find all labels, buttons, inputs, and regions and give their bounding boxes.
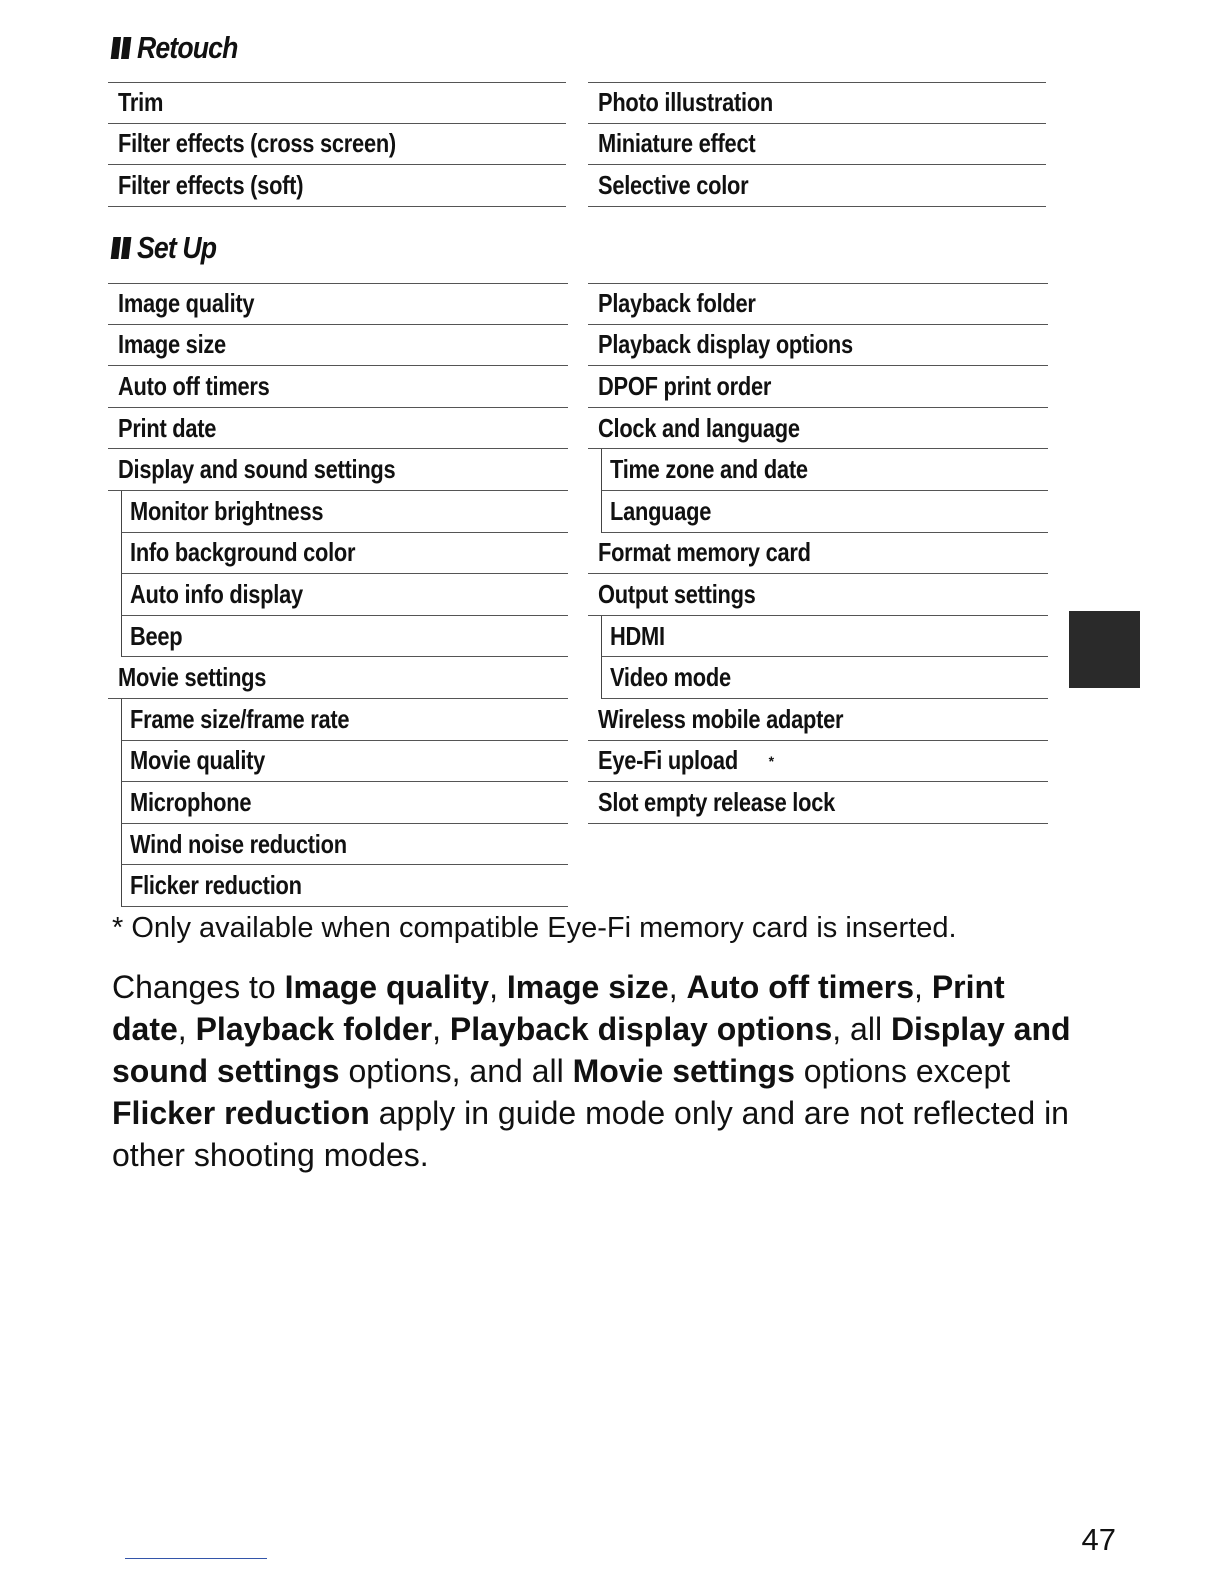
menu-row (108, 449, 568, 491)
emphasized-term: Image quality (284, 969, 490, 1005)
menu-row (108, 165, 566, 207)
menu-item-label: Photo illustration (598, 87, 774, 118)
emphasized-term: Playback display options (449, 1011, 833, 1047)
emphasized-term: Image size (506, 969, 669, 1005)
menu-row (121, 616, 568, 658)
section-title-retouch (112, 30, 238, 66)
menu-row (121, 491, 568, 533)
emphasized-term: Flicker reduction (112, 1095, 370, 1131)
menu-row (108, 325, 568, 367)
menu-item-label: Print date (118, 412, 217, 443)
menu-item-label: Info background color (130, 537, 356, 568)
menu-item-label: Playback display options (598, 329, 853, 360)
emphasized-term: Playback folder (195, 1011, 433, 1047)
menu-item-label: Beep (130, 620, 183, 651)
paragraph-text: , (668, 969, 687, 1005)
menu-row (121, 533, 568, 575)
menu-row (108, 657, 568, 699)
menu-row (121, 741, 568, 783)
paragraph-text: options, and all (339, 1053, 573, 1089)
menu-item-label: Wind noise reduction (130, 828, 347, 859)
menu-row (121, 782, 568, 824)
menu-item-label: Frame size/frame rate (130, 703, 350, 734)
menu-row (108, 124, 566, 166)
menu-item-label: Microphone (130, 786, 252, 817)
section-marker-icon (112, 237, 130, 259)
menu-item-label: Movie quality (130, 745, 266, 776)
menu-item-label: Image quality (118, 288, 255, 319)
menu-item-label: Movie settings (118, 662, 267, 693)
section-title-retouch-text: Retouch (136, 30, 238, 65)
emphasized-term: Auto off timers (686, 969, 915, 1005)
menu-item-label: Language (610, 495, 712, 526)
menu-item-label: Clock and language (598, 412, 800, 443)
emphasized-term: Movie settings (572, 1053, 795, 1089)
menu-item-label: Display and sound settings (118, 454, 396, 485)
menu-item-label: Filter effects (cross screen) (118, 128, 396, 159)
menu-item-label: Video mode (610, 662, 731, 693)
menu-row (108, 366, 568, 408)
menu-item-label: Auto off timers (118, 370, 270, 401)
body-paragraph (112, 966, 1072, 1176)
menu-row (121, 574, 568, 616)
menu-row (601, 491, 1048, 533)
paragraph-text: , (177, 1011, 196, 1047)
page-number: 47 (1081, 1522, 1116, 1557)
setup-right-column (588, 283, 1048, 824)
menu-row (588, 165, 1046, 207)
menu-item-label: Filter effects (soft) (118, 169, 304, 200)
menu-item-label: Image size (118, 329, 226, 360)
menu-row (601, 657, 1048, 699)
menu-row (588, 699, 1048, 741)
menu-row (588, 82, 1046, 124)
menu-row (588, 366, 1048, 408)
menu-row (588, 741, 1048, 783)
menu-row (108, 82, 566, 124)
menu-row (108, 283, 568, 325)
setup-left-column (108, 283, 568, 907)
paragraph-text: , all (832, 1011, 891, 1047)
menu-item-label: DPOF print order (598, 370, 772, 401)
menu-item-label: Auto info display (130, 578, 303, 609)
bottom-rule (125, 1558, 267, 1559)
menu-item-label: Output settings (598, 578, 756, 609)
menu-item-label: HDMI (610, 620, 665, 651)
footnote: * Only available when compatible Eye-Fi memory card is inserted. (112, 912, 957, 944)
menu-row (588, 408, 1048, 450)
menu-item-label: Slot empty release lock (598, 786, 835, 817)
menu-row (588, 782, 1048, 824)
retouch-right-column (588, 82, 1046, 207)
paragraph-text: , (432, 1011, 450, 1047)
menu-row (121, 865, 568, 907)
paragraph-text: Changes to (112, 969, 285, 1005)
menu-row (588, 283, 1048, 325)
paragraph-text: options except (794, 1053, 1011, 1089)
emphasized-term: Print date (112, 969, 1005, 1047)
menu-item-label: Wireless mobile adapter (598, 703, 844, 734)
menu-item-label: Flicker reduction (130, 870, 302, 901)
menu-row (601, 616, 1048, 658)
section-title-setup-text: Set Up (136, 230, 217, 265)
footnote-mark: * (768, 752, 775, 769)
menu-row (121, 824, 568, 866)
menu-item-label: Time zone and date (610, 454, 808, 485)
menu-item-label: Miniature effect (598, 128, 756, 159)
menu-row (121, 699, 568, 741)
menu-item-label: Selective color (598, 169, 749, 200)
menu-item-label: Playback folder (598, 288, 756, 319)
chapter-tab-marker (1069, 611, 1140, 688)
menu-row (588, 325, 1048, 367)
menu-item-label: Format memory card (598, 537, 811, 568)
menu-row (588, 574, 1048, 616)
menu-row (588, 124, 1046, 166)
paragraph-text: , (914, 969, 932, 1005)
menu-row (108, 408, 568, 450)
retouch-left-column (108, 82, 566, 207)
menu-row (588, 533, 1048, 575)
menu-item-label: Eye-Fi upload (598, 745, 738, 776)
menu-item-label: Trim (118, 87, 164, 118)
emphasized-term: Display and sound settings (112, 1011, 1071, 1089)
section-title-setup (112, 230, 216, 266)
paragraph-text: apply in guide mode only and are not reflected in other shooting modes. (112, 1095, 1069, 1173)
section-marker-icon (112, 37, 130, 59)
menu-row (601, 449, 1048, 491)
paragraph-text: , (489, 969, 507, 1005)
menu-item-label: Monitor brightness (130, 495, 324, 526)
